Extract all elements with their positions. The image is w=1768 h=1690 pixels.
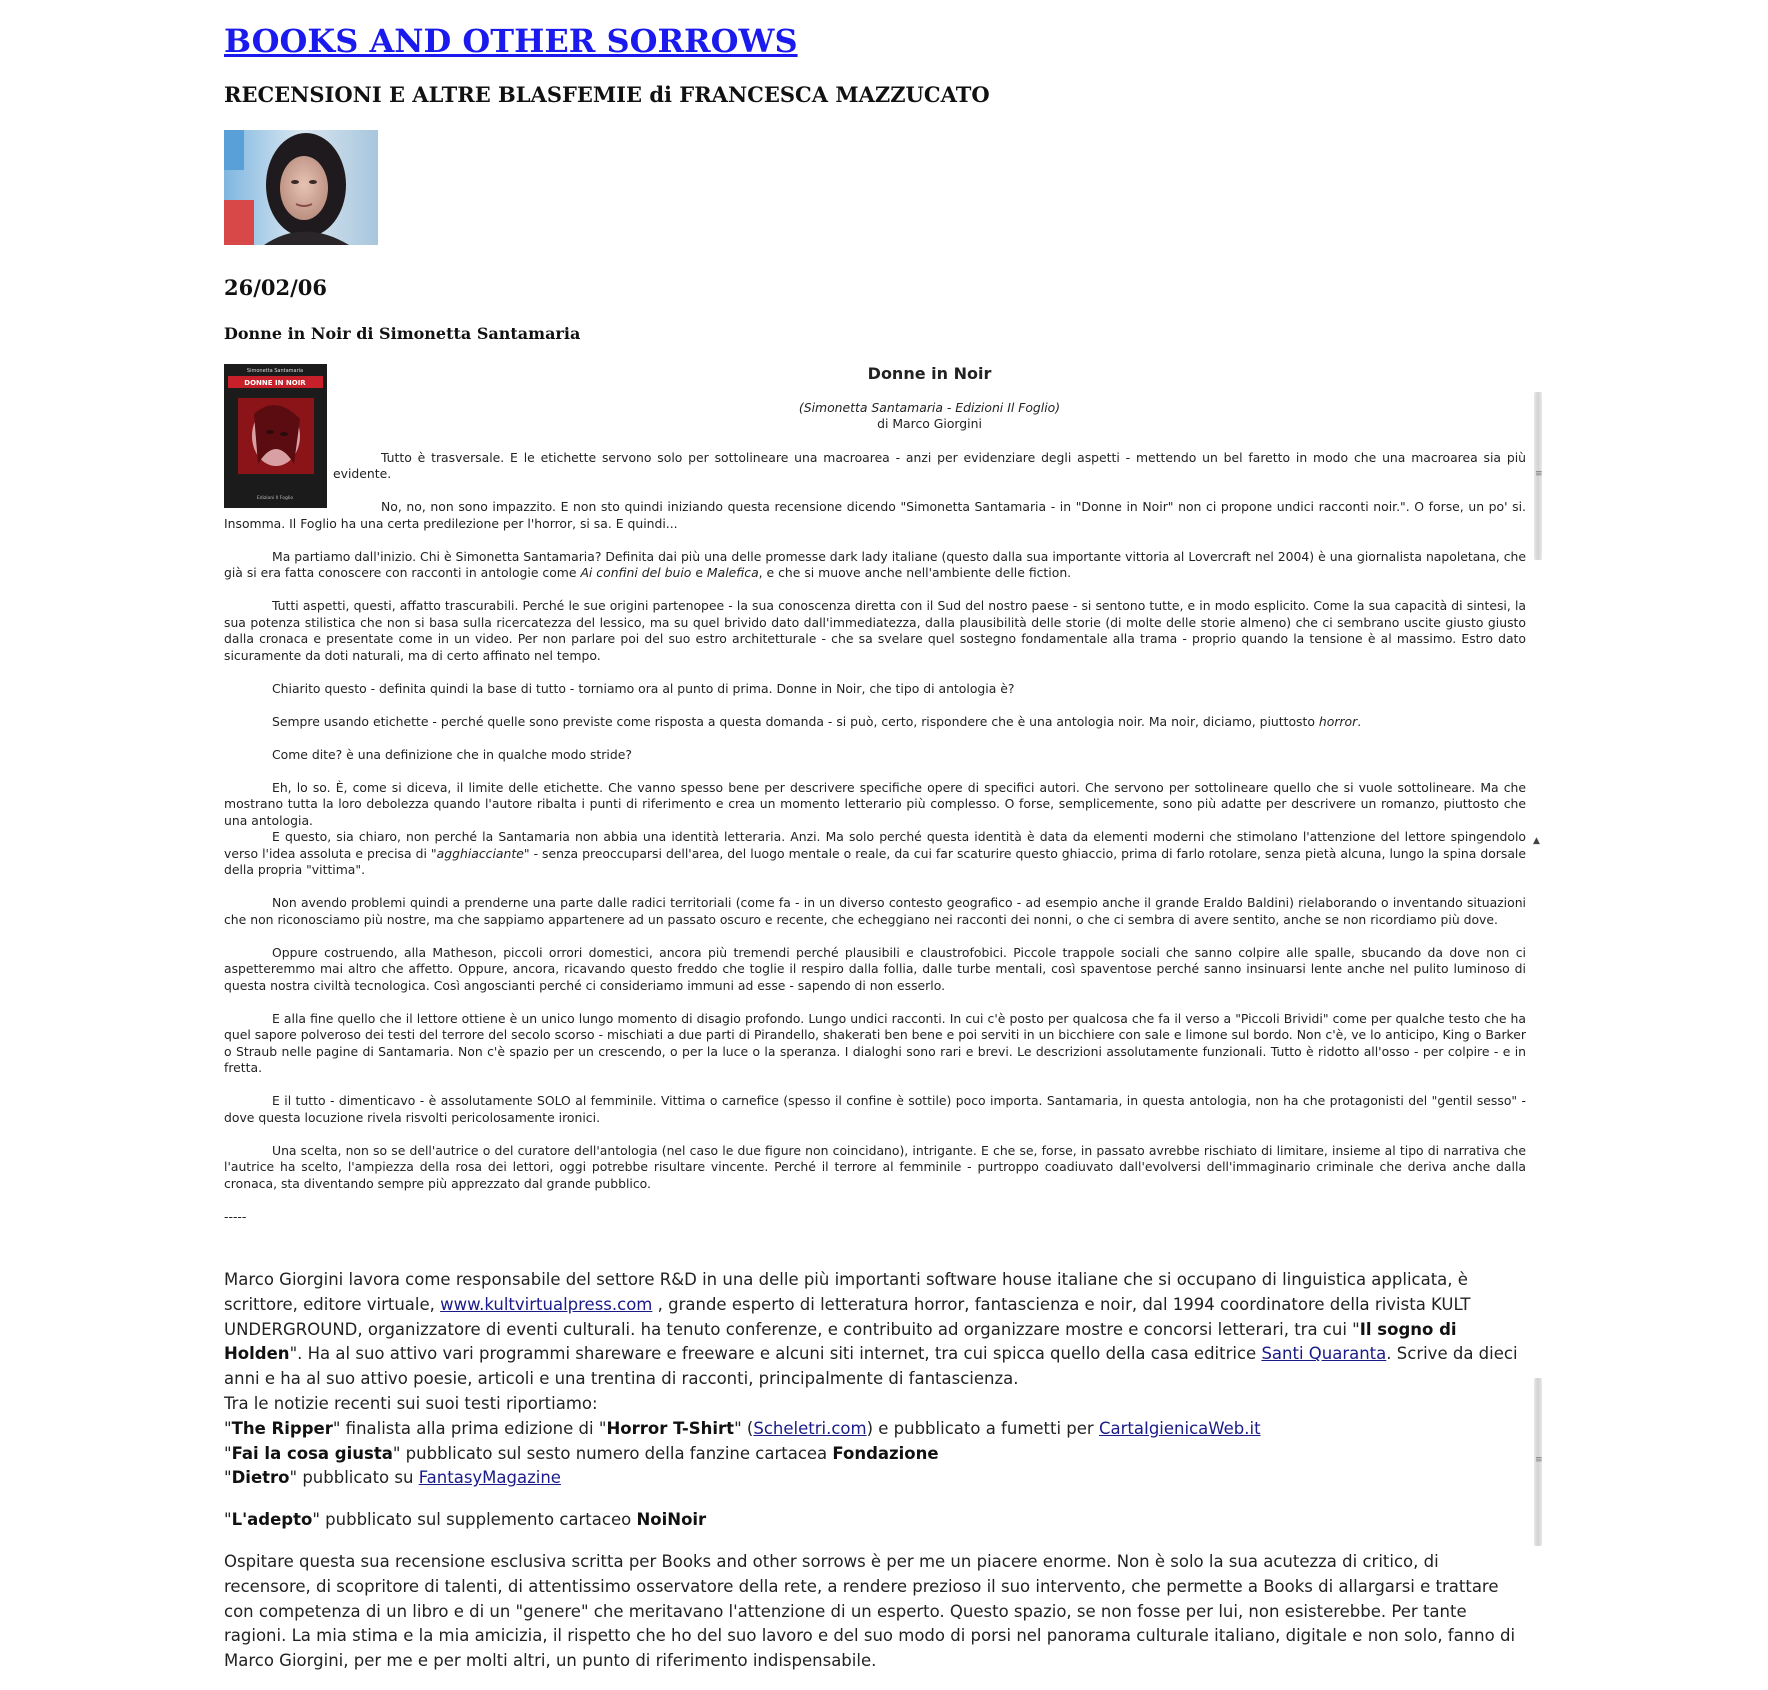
news-item: "Fai la cosa giusta" pubblicato sul sesto numero della fanzine cartacea Fondazione bbox=[224, 1443, 939, 1463]
article-paragraph: Eh, lo so. È, come si diceva, il limite delle etichette. Che vanno spesso bene per descrivere specifiche opere di specifici autori. Che servono per sottolineare quello che si vuole sottolineare. Ma che mostrano tutta la loro debolezza quando l'autore ribalta i punti di riferimento e crea un momento letterario più complesso. O forse, semplicemente, sono più adatte per descrivere un romanzo, piuttosto che una antologia. bbox=[224, 779, 1526, 828]
blog-title-link[interactable]: BOOKS AND OTHER SORROWS bbox=[224, 22, 798, 60]
cartaigienicaweb-link[interactable]: CartaIgienicaWeb.it bbox=[1098, 1418, 1261, 1438]
news-item: "L'adepto" pubblicato sul supplemento cartaceo NoiNoir bbox=[224, 1510, 707, 1530]
article-paragraph: Come dite? è una definizione che in qualche modo stride? bbox=[272, 746, 632, 762]
article-paragraph: E il tutto - dimenticavo - è assolutamente SOLO al femminile. Vittima o carnefice (spesso il confine è sottile) poco importa. Santamaria, in questa antologia, non ha che protagonisti del "gentil sesso" - dove questa locuzione rivela risvolti pericolosamente ironici. bbox=[224, 1093, 1526, 1125]
book-cover-image bbox=[224, 364, 327, 508]
article-paragraph: Oppure costruendo, alla Matheson, piccoli orrori domestici, ancora più tremendi perché plausibili e claustrofobici. Piccole trappole sociali che sanno colpire alle spalle, sbucando da dove non ci aspetteremmo mai altro che affetto. Oppure, ancora, ricavando questo freddo che toglie il respiro dalla follia, dalle turbe mentali, così spaventose perché sanno insinuarsi lente anche nel pulito luminoso di questa nostra civiltà tecnologica. Così angoscianti perché ci consideriamo immuni ad esse - sapendo di non esserlo. bbox=[224, 944, 1526, 993]
article-paragraph: Ma partiamo dall'inizio. Chi è Simonetta Santamaria? Definita dai più una delle promesse dark lady italiane (questo dalla sua importante vittoria al Lovercraft nel 2004) è una giornalista napoletana, che già si era fatta conoscere con racconti in antologie come Ai confini del buio e Malefica, e che si muove anche nell'ambiente delle fiction. bbox=[224, 548, 1526, 580]
author-bio bbox=[224, 1268, 1524, 1674]
article-paragraph: No, no, non sono impazzito. E non sto quindi iniziando questa recensione dicendo "Simonetta Santamaria - in "Donne in Noir" non ci propone undici racconti noir.". O forse, un po' si. Insomma. Il Foglio ha una certa predilezione per l'horror, si sa. E quindi... bbox=[224, 499, 1526, 531]
scrollbar-grip-icon[interactable]: ≡ bbox=[1535, 1455, 1543, 1465]
article-paragraph: Non avendo problemi quindi a prenderne una parte dalle radici territoriali (come fa - in un diverso contesto geografico - ad esempio anche il grande Eraldo Baldini) rielaborando o inventando situazioni che non riconosciamo più nostre, ma che sappiamo appartenere ad un passato oscuro e recente, che echeggiano nei racconti dei nonni, o che ci sembra di avere sentito, anche se non ricordiamo più dove. bbox=[224, 895, 1526, 927]
article-separator: ----- bbox=[224, 1208, 247, 1224]
book-cover-art bbox=[224, 364, 327, 508]
article-paragraph: Chiarito questo - definita quindi la base di tutto - torniamo ora al punto di prima. Donne in Noir, che tipo di antologia è? bbox=[272, 680, 1015, 696]
article-credits bbox=[224, 400, 1526, 433]
article-paragraph: Una scelta, non so se dell'autrice o del curatore dell'antologia (nel caso le due figure non coincidano), intrigante. E che se, forse, in passato avrebbe rischiato di limitare, insieme al tipo di narrativa che l'autrice ha scelto, l'ampiezza della rosa dei lettori, oggi potrebbe risultare vincente. Perché il terrore al femminile - purtroppo coadiuvato dall'evolversi dell'immaginario criminale che deriva anche dalla cronaca, sta diventando sempre più apprezzato dal grande pubblico. bbox=[224, 1142, 1526, 1191]
scroll-up-arrow-icon[interactable]: ▲ bbox=[1533, 836, 1540, 846]
kultvirtualpress-link[interactable]: www.kultvirtualpress.com bbox=[440, 1294, 653, 1314]
cover-author: Simonetta Santamaria bbox=[246, 368, 304, 374]
closing-paragraph: Ospitare questa sua recensione esclusiva scritta per Books and other sorrows è per me un piacere enorme. Non è solo la sua acutezza di critico, di recensore, di scopritore di talenti, di attentissimo osservatore della rete, a rendere prezioso il suo intervento, che permette a Books di allargarsi e trattare con competenza di un libro e di un "genere" che meritavano l'attenzione di un esperto. Questo spazio, se non fosse per lui, non esisterebbe. Per tante ragioni. La mia stima e la mia amicizia, il rispetto che ho del suo lavoro e del suo modo di porsi nel panorama culturale italiano, digitale e non solo, fanno di Marco Giorgini, per me e per molti altri, un punto di riferimento indispensabile. bbox=[224, 1551, 1516, 1671]
news-intro: Tra le notizie recenti sui suoi testi riportiamo: bbox=[224, 1393, 598, 1413]
article-paragraph: Tutto è trasversale. E le etichette servono solo per sottolineare una macroarea - anzi per evidenziare degli aspetti - mettendo un bel faretto in modo che una macroarea sia più evidente. bbox=[333, 449, 1526, 481]
article-publication: (Simonetta Santamaria - Edizioni Il Foglio) bbox=[798, 399, 1061, 415]
review-article bbox=[224, 364, 1526, 1225]
cover-publisher: Edizioni Il Foglio bbox=[256, 496, 294, 501]
author-photo-image bbox=[224, 130, 378, 245]
article-paragraph: Tutti aspetti, questi, affatto trascurabili. Perché le sue origini partenopee - la sua conoscenza diretta con il Sud del nostro paese - si sentono tutte, e in modo esplicito. Come la sua capacità di sintesi, la sua potenza stilistica che non si basa sulla ricercatezza del lessico, ma su quel brivido dato dall'immediatezza, dalla plausibilità delle storie (di molte delle storie almeno) che ci sembrano uscite giusto giusto dalla cronaca e presentate come in un video. Per non parlare poi del suo estro architetturale - che sa svelare quel sostegno fondamentale alla trama - proprio quando la tensione è al massimo. Estro dato sicuramente da doti naturali, ma di certo affinato nel tempo. bbox=[224, 598, 1526, 663]
news-item: "Dietro" pubblicato su FantasyMagazine bbox=[224, 1468, 561, 1488]
post-date: 26/02/06 bbox=[224, 275, 328, 300]
scheletri-link[interactable]: Scheletri.com bbox=[753, 1418, 867, 1438]
blog-subtitle: RECENSIONI E ALTRE BLASFEMIE di FRANCESCA MAZZUCATO bbox=[224, 82, 990, 107]
fantasymagazine-link[interactable]: FantasyMagazine bbox=[418, 1468, 561, 1488]
scrollbar-grip-icon[interactable]: ≡ bbox=[1535, 469, 1543, 479]
santi-quaranta-link[interactable]: Santi Quaranta bbox=[1261, 1344, 1387, 1364]
article-paragraph: E alla fine quello che il lettore ottiene è un unico lungo momento di disagio profondo. Lungo undici racconti. In cui c'è posto per qualcosa che fa il verso a "Piccoli Brividi" come per qualche testo che ha quel sapore polveroso dei testi del terrore del secolo scorso - mischiati a due parti di Pirandello, shakerati ben bene e poi serviti in un bicchiere con sale e limone sul bordo. Non c'è, ve lo anticipo, King o Barker o Straub nelle pagine di Santamaria. Non c'è spazio per un crescendo, o per la luce o la speranza. I dialoghi sono rari e brevi. Le descrizioni assolutamente funzionali. Tutto è ridotto all'osso - per colpire - e in fretta. bbox=[224, 1010, 1526, 1075]
article-paragraph: E questo, sia chiaro, non perché la Santamaria non abbia una identità letteraria. Anzi. Ma solo perché questa identità è data da elementi moderni che stimolano l'attenzione del lettore spingendolo verso l'idea assoluta e precisa di "agghiacciante" - senza preoccuparsi dell'area, del luogo mentale o reale, da cui far scaturire questo ghiaccio, prima di farlo rotolare, senza pietà alcuna, lungo la spina dorsale della propria "vittima". bbox=[224, 829, 1527, 877]
article-paragraph: Sempre usando etichette - perché quelle sono previste come risposta a questa domanda - si può, certo, rispondere che è una antologia noir. Ma noir, diciamo, piuttosto horror. bbox=[272, 713, 1362, 729]
article-author: di Marco Giorgini bbox=[877, 416, 982, 431]
cover-title: DONNE IN NOIR bbox=[244, 379, 306, 387]
author-photo bbox=[224, 130, 378, 245]
article-title: Donne in Noir bbox=[867, 364, 992, 383]
post-title: Donne in Noir di Simonetta Santamaria bbox=[224, 324, 581, 343]
news-item: "The Ripper" finalista alla prima edizione di "Horror T-Shirt" (Scheletri.com) e pubblicato a fumetti per CartaIgienicaWeb.it bbox=[224, 1418, 1261, 1438]
bio-scrollbar[interactable] bbox=[1534, 1378, 1542, 1546]
bio-paragraph: Marco Giorgini lavora come responsabile del settore R&D in una delle più importanti software house italiane che si occupano di linguistica applicata, è scrittore, editore virtuale, www.kultvirtualpress.com , grande esperto di letteratura horror, fantascienza e noir, dal 1994 coordinatore della rivista KULT UNDERGROUND, organizzatore di eventi culturali. ha tenuto conferenze, e contribuito ad organizzare mostre e concorsi letterari, tra cui "Il sogno di Holden". Ha al suo attivo vari programmi shareware e freeware e alcuni siti internet, tra cui spicca quello della casa editrice Santi Quaranta. Scrive da dieci anni e ha al suo attivo poesie, articoli e una trentina di racconti, principalmente di fantascienza. bbox=[224, 1270, 1518, 1389]
article-scrollbar[interactable] bbox=[1534, 392, 1542, 560]
